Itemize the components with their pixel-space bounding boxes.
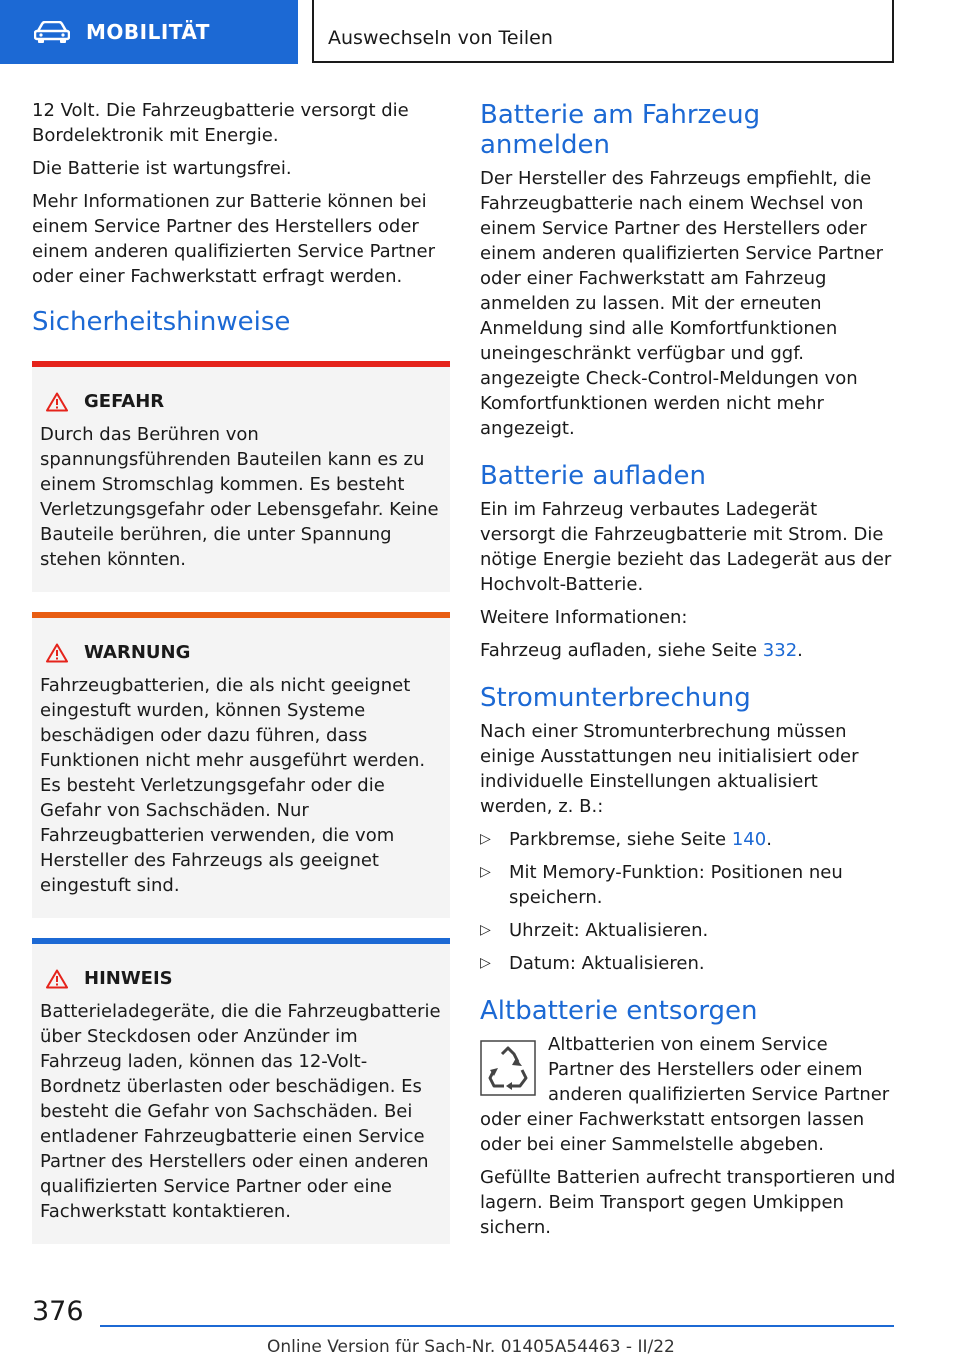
list-item — [480, 951, 896, 976]
list-item-text: Uhrzeit: Aktualisieren. — [509, 920, 709, 941]
intro-paragraph-2: Die Batterie ist wartungsfrei. — [32, 158, 292, 179]
power-list — [480, 827, 896, 976]
warning-text: Fahrzeugbatterien, die als nicht geeignet eingestuft wurden, können Systeme beschädigen oder dazu führen, dass Funktionen nicht mehr ausgeführt werden. Es besteht Verletzungsgefahr oder die Gefahr von Sachschäden. Nur Fahrzeugbatterien verwenden, die vom Hersteller des Fahrzeugs als geeignet eingestuft sind. — [40, 675, 426, 896]
power-text: Nach einer Stromunterbrechung müssen einige Ausstattungen neu initialisiert oder individuelle Einstellungen aktualisiert werden, z. B.: — [480, 721, 859, 817]
warning-triangle-icon — [46, 643, 68, 663]
right-column — [480, 98, 896, 1248]
disposal-text: Altbatterien von einem Service Partner des Herstellers oder einem anderen qualifizierten Service Partner oder einer Fachwerkstatt entsorgen lassen oder bei einer Sammelstelle abgeben. — [480, 1034, 890, 1155]
chapter-title-box — [312, 0, 894, 63]
notice-title — [40, 389, 442, 414]
section-label: MOBILITÄT — [86, 20, 210, 44]
charge-ref-end: . — [797, 640, 803, 661]
register-text: Der Hersteller des Fahrzeugs empfiehlt, die Fahrzeugbatterie nach einem Wechsel von einem Service Partner des Herstellers oder einem anderen qualifizierten Service Partner oder einer Fachwerkstatt am Fahrzeug anmelden zu lassen. Mit der erneuten Anmeldung sind alle Komfortfunktionen uneingeschränkt verfügbar und ggf. angezeigte Check-Control-Meldungen von Komfortfunktionen werden nicht mehr angezeigt. — [480, 168, 884, 439]
car-icon — [34, 21, 70, 43]
recycle-icon — [480, 1040, 536, 1096]
footer-online-version: Online Version für Sach-Nr. 01405A54463 - II/22 — [267, 1337, 675, 1357]
list-item-end: . — [766, 829, 772, 850]
info-text: Batterieladegeräte, die die Fahrzeugbatterie über Steckdosen oder Anzünder im Fahrzeug laden, können das 12-Volt-Bordnetz überlasten oder beschädigen. Es besteht die Gefahr von Sachschäden. Bei entladener Fahrzeugbatterie einen Service Partner des Herstellers oder einen anderen qualifizierten Service Partner oder eine Fachwerkstatt kontaktieren. — [40, 1001, 441, 1222]
charge-heading: Batterie aufladen — [480, 461, 707, 491]
warning-title: WARNUNG — [84, 642, 191, 663]
disposal-text-2: Gefüllte Batterien aufrecht transportieren und lagern. Beim Transport gegen Umkippen sichern. — [480, 1167, 896, 1238]
charge-text: Ein im Fahrzeug verbautes Ladegerät versorgt die Fahrzeugbatterie mit Strom. Die nötige Energie bezieht das Ladegerät aus der Hochvolt-Batterie. — [480, 499, 892, 595]
list-item — [480, 918, 896, 943]
left-column — [32, 98, 450, 1264]
warning-triangle-icon — [46, 392, 68, 412]
danger-notice — [32, 361, 450, 592]
triangle-bullet-icon: ▷ — [480, 831, 491, 847]
info-notice — [32, 938, 450, 1244]
intro-paragraph-1: 12 Volt. Die Fahrzeugbatterie versorgt die Bordelektronik mit Energie. — [32, 100, 409, 146]
warning-triangle-icon — [46, 969, 68, 989]
info-title: HINWEIS — [84, 968, 173, 989]
notice-title — [40, 640, 442, 665]
chapter-title: Auswechseln von Teilen — [328, 27, 553, 49]
intro-paragraph-3: Mehr Informationen zur Batterie können bei einem Service Partner des Herstellers oder einem anderen qualifizierten Service Partner oder einer Fachwerkstatt erfragt werden. — [32, 191, 436, 287]
danger-text: Durch das Berühren von spannungsführenden Bauteilen kann es zu einem Stromschlag kommen. Es besteht Verletzungsgefahr oder Lebensgefahr. Keine Bauteile berühren, die unter Spannung stehen könnten. — [40, 424, 439, 570]
safety-heading: Sicherheitshinweise — [32, 307, 291, 337]
disposal-block — [480, 1032, 896, 1165]
footer-divider — [100, 1325, 894, 1327]
notice-title — [40, 966, 442, 991]
page-number: 376 — [32, 1296, 84, 1327]
charge-more: Weitere Informationen: — [480, 607, 688, 628]
danger-title: GEFAHR — [84, 391, 165, 412]
page-link-140[interactable]: 140 — [731, 829, 767, 850]
warning-notice — [32, 612, 450, 918]
disposal-heading: Altbatterie entsorgen — [480, 996, 758, 1026]
triangle-bullet-icon: ▷ — [480, 922, 491, 938]
register-heading: Batterie am Fahrzeug anmelden — [480, 100, 761, 160]
charge-reference — [480, 638, 896, 663]
list-item-text: Datum: Aktualisieren. — [509, 953, 705, 974]
list-item — [480, 860, 896, 910]
section-tab-mobilitaet — [0, 0, 298, 64]
power-heading: Stromunterbrechung — [480, 683, 751, 713]
triangle-bullet-icon: ▷ — [480, 864, 491, 880]
page-header — [0, 0, 960, 66]
list-item-text: Mit Memory-Funktion: Positionen neu speichern. — [509, 862, 843, 908]
triangle-bullet-icon: ▷ — [480, 955, 491, 971]
page-link-332[interactable]: 332 — [762, 640, 798, 661]
charge-ref-text: Fahrzeug aufladen, siehe Seite — [480, 640, 763, 661]
list-item-text: Parkbremse, siehe Seite — [509, 829, 732, 850]
list-item — [480, 827, 896, 852]
